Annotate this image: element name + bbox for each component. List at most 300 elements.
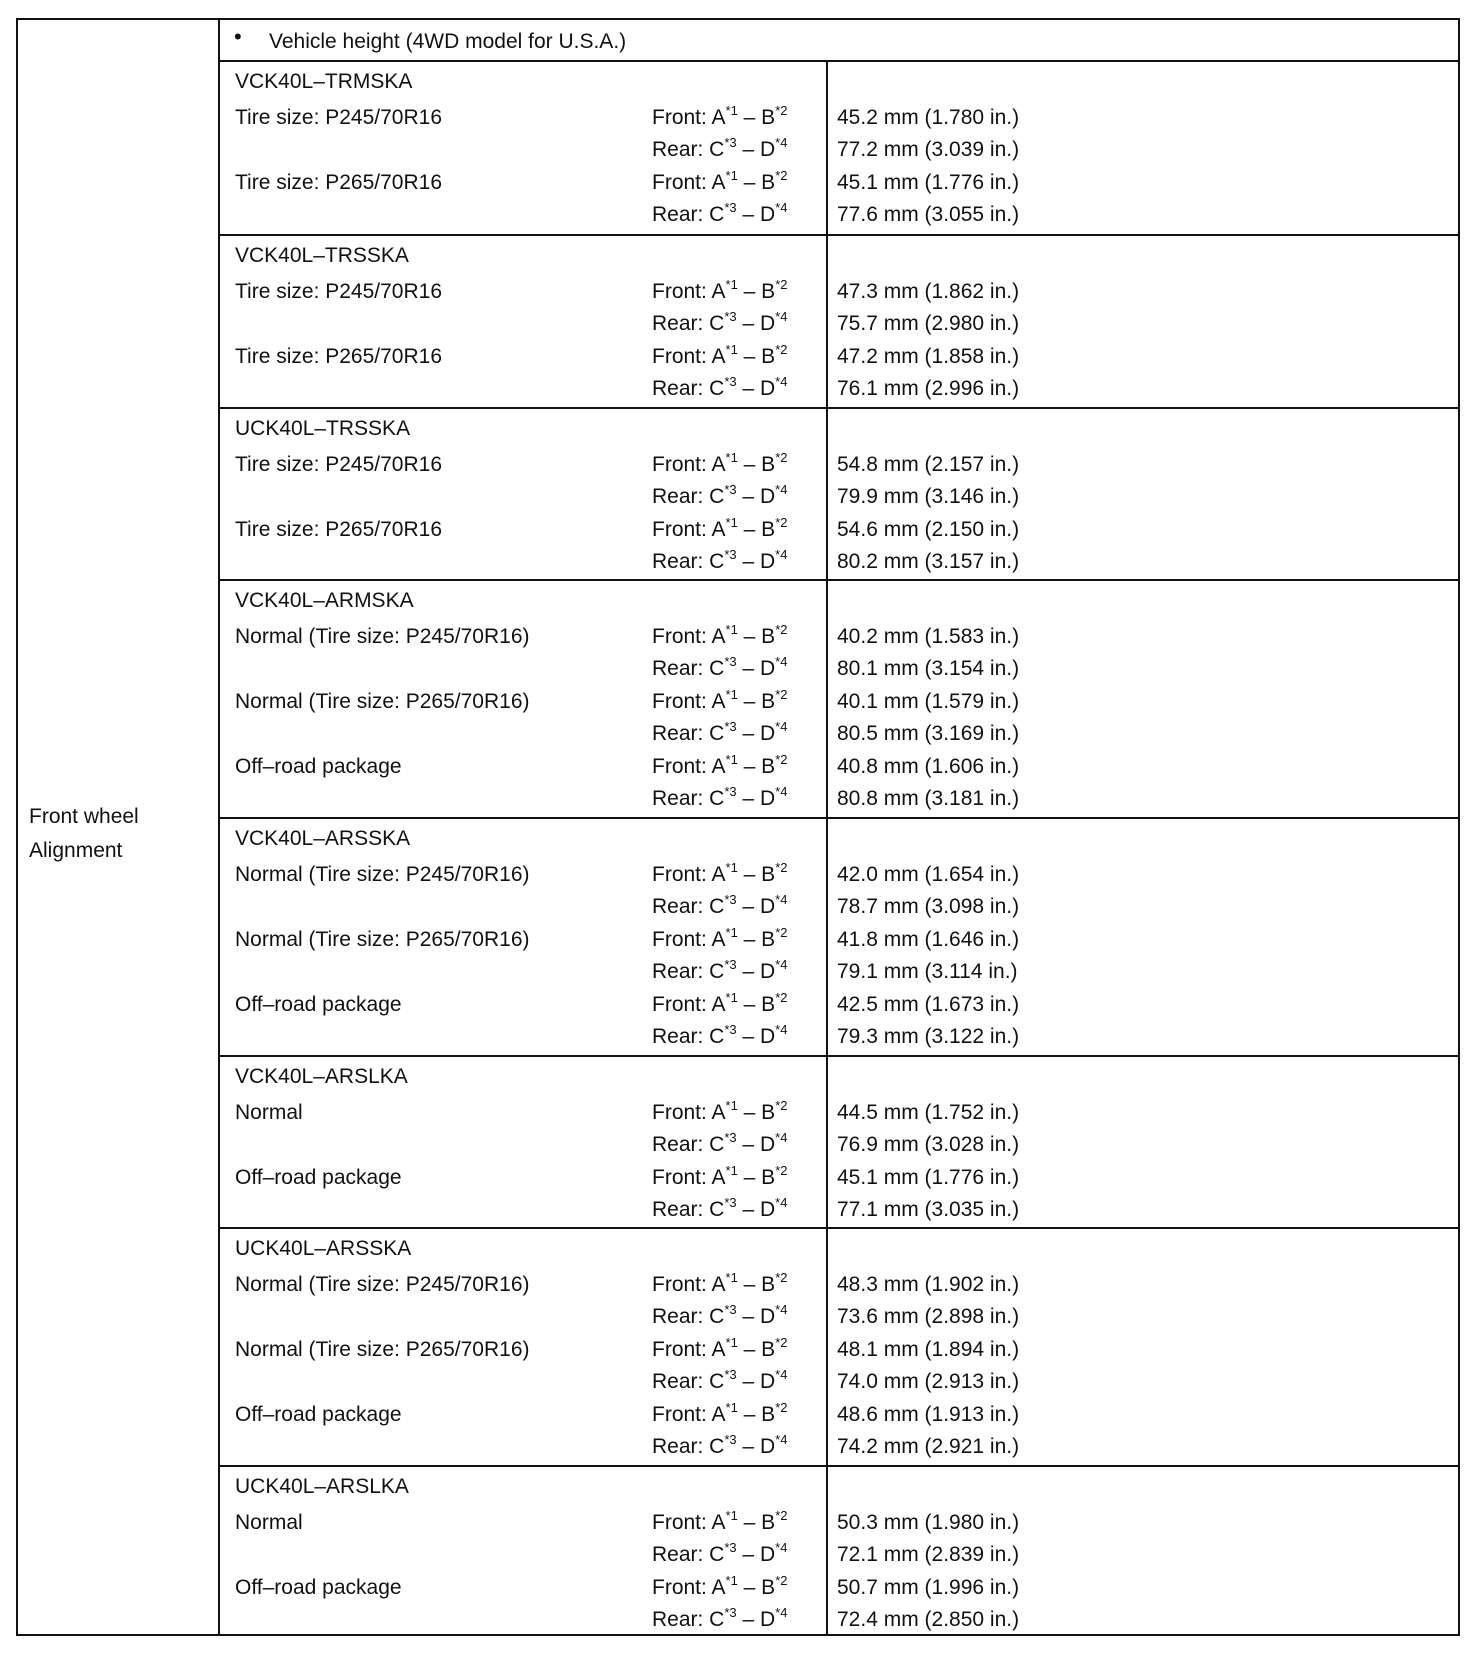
table-row <box>220 199 1458 231</box>
front-measure-label <box>652 751 788 779</box>
height-value: 79.1 mm (3.114 in.) <box>837 960 1018 984</box>
row-label: Off–road package <box>235 1165 402 1189</box>
front-measure-label <box>652 1098 788 1125</box>
footnote-mark: *1 <box>725 514 738 530</box>
height-value: 74.0 mm (2.913 in.) <box>837 1370 1020 1394</box>
measure-prefix: Front: A <box>652 863 726 886</box>
height-value: 77.6 mm (3.055 in.) <box>837 203 1020 227</box>
model-code: UCK40L–ARSLKA <box>235 1475 409 1498</box>
row-label: Normal (Tire size: P265/70R16) <box>235 689 530 713</box>
height-value: 47.2 mm (1.858 in.) <box>837 344 1020 368</box>
table-row <box>220 1431 1458 1463</box>
model-code: VCK40L–ARSLKA <box>235 1065 408 1088</box>
table-row <box>220 1097 1458 1129</box>
front-measure-label <box>652 989 788 1017</box>
footnote-mark: *1 <box>725 167 738 183</box>
measure-mid: – B <box>737 517 776 541</box>
vehicle-group <box>220 1229 1458 1467</box>
front-measure-label <box>652 1270 788 1297</box>
table-row <box>220 449 1458 481</box>
footnote-mark: *4 <box>775 482 788 498</box>
measure-prefix: Front: A <box>652 1165 726 1189</box>
front-measure-label <box>652 860 788 887</box>
rear-measure-label <box>652 200 788 227</box>
footnote-mark: *4 <box>775 784 788 799</box>
table-row <box>220 653 1458 685</box>
vehicle-group <box>220 236 1458 409</box>
measure-mid: – D <box>736 1370 776 1394</box>
footnote-mark: *3 <box>724 547 737 563</box>
header-row <box>220 20 1458 62</box>
measure-mid: – B <box>737 453 776 476</box>
footnote-mark: *4 <box>775 1367 788 1383</box>
measure-prefix: Rear: C <box>652 1543 725 1567</box>
measure-prefix: Front: A <box>652 1273 726 1296</box>
footnote-mark: *1 <box>725 277 738 292</box>
measure-prefix: Front: A <box>652 992 726 1016</box>
measure-prefix: Rear: C <box>652 312 725 336</box>
measure-prefix: Rear: C <box>652 1608 725 1632</box>
measure-mid: – B <box>737 1101 776 1124</box>
front-measure-label <box>652 341 788 369</box>
footnote-mark: *1 <box>725 1508 738 1523</box>
height-value: 48.1 mm (1.894 in.) <box>837 1337 1020 1361</box>
front-measure-label <box>652 514 788 542</box>
footnote-mark: *2 <box>775 686 788 702</box>
measure-prefix: Front: A <box>652 927 726 951</box>
measure-prefix: Rear: C <box>652 377 725 401</box>
model-code: VCK40L–ARSSKA <box>235 827 411 850</box>
footnote-mark: *2 <box>775 514 788 530</box>
measure-mid: – B <box>737 625 776 648</box>
header-title: Vehicle height (4WD model for U.S.A.) <box>269 30 627 53</box>
footnote-mark: *3 <box>724 1022 737 1037</box>
front-measure-label <box>652 1334 788 1362</box>
footnote-mark: *4 <box>775 719 788 735</box>
rear-measure-label <box>652 1432 788 1459</box>
height-value: 42.0 mm (1.654 in.) <box>837 863 1020 886</box>
row-label: Normal (Tire size: P265/70R16) <box>235 1337 530 1361</box>
rear-measure-label <box>652 1195 788 1222</box>
table-row <box>220 134 1458 166</box>
row-label: Normal (Tire size: P245/70R16) <box>235 1273 530 1296</box>
height-value: 54.6 mm (2.150 in.) <box>837 517 1020 541</box>
footnote-mark: *4 <box>775 957 788 973</box>
measure-mid: – B <box>737 1273 776 1296</box>
model-code: UCK40L–TRSSKA <box>235 417 411 440</box>
row-label: Normal (Tire size: P245/70R16) <box>235 863 530 886</box>
table-row <box>220 859 1458 891</box>
footnote-mark: *4 <box>775 1302 788 1318</box>
footnote-mark: *2 <box>775 167 788 183</box>
measure-mid: – D <box>736 485 776 509</box>
rear-measure-label <box>652 374 788 401</box>
table-row <box>220 1572 1458 1604</box>
rear-measure-label <box>652 547 788 574</box>
front-measure-label <box>652 167 788 195</box>
vehicle-group <box>220 1467 1458 1636</box>
front-measure-label <box>652 1508 788 1535</box>
footnote-mark: *1 <box>725 1098 738 1113</box>
measure-prefix: Rear: C <box>652 485 725 509</box>
front-measure-label <box>652 277 788 304</box>
footnote-mark: *3 <box>724 200 737 216</box>
footnote-mark: *2 <box>775 1508 788 1523</box>
front-measure-label <box>652 103 788 130</box>
height-value: 80.5 mm (3.169 in.) <box>837 722 1020 746</box>
measure-prefix: Rear: C <box>652 960 725 984</box>
rear-measure-label <box>652 482 788 509</box>
height-value: 79.3 mm (3.122 in.) <box>837 1025 1020 1048</box>
measure-prefix: Front: A <box>652 280 726 303</box>
measure-prefix: Front: A <box>652 453 726 476</box>
row-label: Normal (Tire size: P265/70R16) <box>235 927 530 951</box>
height-value: 47.3 mm (1.862 in.) <box>837 280 1020 303</box>
vehicle-group <box>220 819 1458 1057</box>
model-code: VCK40L–ARMSKA <box>235 589 414 612</box>
row-label: Tire size: P245/70R16 <box>235 280 442 303</box>
measure-mid: – D <box>736 960 776 984</box>
measure-mid: – B <box>737 170 776 194</box>
bullet-icon: • <box>234 24 242 49</box>
front-measure-label <box>652 1162 788 1190</box>
measure-prefix: Front: A <box>652 106 726 129</box>
footnote-mark: *4 <box>775 309 788 325</box>
footnote-mark: *2 <box>775 1270 788 1285</box>
rear-measure-label <box>652 135 788 162</box>
table-row <box>220 276 1458 308</box>
row-label: Off–road package <box>235 1575 402 1599</box>
vehicle-group <box>220 62 1458 236</box>
measure-prefix: Rear: C <box>652 1305 725 1329</box>
height-value: 40.8 mm (1.606 in.) <box>837 754 1020 778</box>
measure-prefix: Rear: C <box>652 895 725 919</box>
measure-mid: – D <box>736 203 776 227</box>
height-value: 77.1 mm (3.035 in.) <box>837 1198 1020 1222</box>
model-code: VCK40L–TRMSKA <box>235 70 413 93</box>
footnote-mark: *1 <box>725 989 738 1005</box>
footnote-mark: *3 <box>724 1130 737 1146</box>
height-value: 78.7 mm (3.098 in.) <box>837 895 1020 919</box>
row-label: Normal <box>235 1511 303 1534</box>
footnote-mark: *2 <box>775 1334 788 1350</box>
section-label <box>29 800 139 868</box>
measure-mid: – D <box>736 1435 776 1458</box>
footnote-mark: *3 <box>724 482 737 498</box>
footnote-mark: *3 <box>724 719 737 735</box>
footnote-mark: *1 <box>725 1572 738 1588</box>
footnote-mark: *1 <box>725 103 738 118</box>
rear-measure-label <box>652 892 788 919</box>
footnote-mark: *1 <box>725 450 738 465</box>
height-value: 42.5 mm (1.673 in.) <box>837 992 1020 1016</box>
footnote-mark: *1 <box>725 751 738 767</box>
vehicle-group <box>220 581 1458 819</box>
footnote-mark: *2 <box>775 1572 788 1588</box>
table-row <box>220 891 1458 923</box>
measure-mid: – B <box>737 344 776 368</box>
model-code: UCK40L–ARSSKA <box>235 1237 412 1260</box>
footnote-mark: *1 <box>725 1399 738 1415</box>
height-value: 76.9 mm (3.028 in.) <box>837 1133 1020 1157</box>
front-measure-label <box>652 924 788 952</box>
rear-measure-label <box>652 1130 788 1157</box>
footnote-mark: *4 <box>775 1432 788 1447</box>
height-value: 76.1 mm (2.996 in.) <box>837 377 1020 401</box>
measure-mid: – B <box>737 992 776 1016</box>
row-label: Off–road package <box>235 1402 402 1426</box>
measure-prefix: Front: A <box>652 1337 726 1361</box>
section-label-line-2: Alignment <box>29 839 123 862</box>
vehicle-group <box>220 1057 1458 1229</box>
measure-prefix: Rear: C <box>652 1370 725 1394</box>
measure-prefix: Front: A <box>652 1402 726 1426</box>
height-value: 50.3 mm (1.980 in.) <box>837 1511 1020 1534</box>
table-row <box>220 686 1458 718</box>
measure-mid: – D <box>736 550 776 574</box>
footnote-mark: *2 <box>775 751 788 767</box>
measure-prefix: Front: A <box>652 754 726 778</box>
height-value: 40.2 mm (1.583 in.) <box>837 625 1020 648</box>
footnote-mark: *3 <box>724 1540 737 1556</box>
measure-prefix: Rear: C <box>652 203 725 227</box>
height-value: 72.4 mm (2.850 in.) <box>837 1608 1020 1632</box>
footnote-mark: *2 <box>775 860 788 875</box>
footnote-mark: *4 <box>775 1195 788 1211</box>
measure-prefix: Rear: C <box>652 1025 725 1048</box>
measure-mid: – B <box>737 1165 776 1189</box>
measure-mid: – B <box>737 1511 776 1534</box>
table-row <box>220 481 1458 513</box>
row-label: Off–road package <box>235 992 402 1016</box>
table-row <box>220 1507 1458 1539</box>
footnote-mark: *3 <box>724 654 737 670</box>
table-row <box>220 1269 1458 1301</box>
model-code: VCK40L–TRSSKA <box>235 244 409 267</box>
footnote-mark: *3 <box>724 1432 737 1447</box>
footnote-mark: *4 <box>775 547 788 563</box>
height-value: 45.1 mm (1.776 in.) <box>837 1165 1020 1189</box>
footnote-mark: *1 <box>725 686 738 702</box>
measure-prefix: Rear: C <box>652 722 725 746</box>
height-value: 73.6 mm (2.898 in.) <box>837 1305 1020 1329</box>
vehicle-group <box>220 409 1458 581</box>
front-measure-label <box>652 450 788 477</box>
footnote-mark: *1 <box>725 1162 738 1178</box>
measure-mid: – D <box>736 138 776 162</box>
height-value: 44.5 mm (1.752 in.) <box>837 1101 1020 1124</box>
height-value: 75.7 mm (2.980 in.) <box>837 312 1020 336</box>
measure-mid: – B <box>737 1337 776 1361</box>
table-row <box>220 514 1458 546</box>
height-value: 72.1 mm (2.839 in.) <box>837 1543 1020 1567</box>
measure-prefix: Front: A <box>652 170 726 194</box>
measure-mid: – D <box>736 722 776 746</box>
table-row <box>220 718 1458 750</box>
footnote-mark: *2 <box>775 1162 788 1178</box>
measure-mid: – B <box>737 280 776 303</box>
table-row <box>220 1334 1458 1366</box>
footnote-mark: *4 <box>775 1540 788 1556</box>
measure-prefix: Front: A <box>652 625 726 648</box>
footnote-mark: *4 <box>775 200 788 216</box>
rear-measure-label <box>652 1540 788 1567</box>
measure-mid: – B <box>737 927 776 951</box>
footnote-mark: *4 <box>775 1605 788 1621</box>
front-measure-label <box>652 622 788 649</box>
height-value: 40.1 mm (1.579 in.) <box>837 689 1020 713</box>
table-row <box>220 1301 1458 1333</box>
footnote-mark: *4 <box>775 1022 788 1037</box>
footnote-mark: *3 <box>724 1367 737 1383</box>
measure-mid: – B <box>737 863 776 886</box>
footnote-mark: *2 <box>775 450 788 465</box>
footnote-mark: *3 <box>724 309 737 325</box>
front-measure-label <box>652 686 788 714</box>
height-value: 45.1 mm (1.776 in.) <box>837 170 1020 194</box>
height-value: 77.2 mm (3.039 in.) <box>837 138 1020 162</box>
footnote-mark: *2 <box>775 924 788 940</box>
table-row <box>220 1129 1458 1161</box>
measure-mid: – D <box>736 377 776 401</box>
measure-mid: – D <box>736 895 776 919</box>
table-row <box>220 751 1458 783</box>
footnote-mark: *2 <box>775 103 788 118</box>
height-value: 79.9 mm (3.146 in.) <box>837 485 1020 509</box>
footnote-mark: *3 <box>724 1605 737 1621</box>
row-label: Normal <box>235 1101 303 1124</box>
rear-measure-label <box>652 1605 788 1632</box>
footnote-mark: *3 <box>724 892 737 908</box>
height-value: 45.2 mm (1.780 in.) <box>837 106 1020 129</box>
table-row <box>220 1399 1458 1431</box>
rear-measure-label <box>652 1022 788 1049</box>
footnote-mark: *1 <box>725 924 738 940</box>
rear-measure-label <box>652 1367 788 1394</box>
measure-mid: – D <box>736 312 776 336</box>
row-label: Normal (Tire size: P245/70R16) <box>235 625 530 648</box>
table-row <box>220 1539 1458 1571</box>
footnote-mark: *3 <box>724 374 737 390</box>
rear-measure-label <box>652 719 788 746</box>
measure-mid: – D <box>736 1543 776 1567</box>
footnote-mark: *1 <box>725 1334 738 1350</box>
footnote-mark: *1 <box>725 341 738 357</box>
measure-prefix: Front: A <box>652 689 726 713</box>
height-value: 80.1 mm (3.154 in.) <box>837 657 1020 681</box>
measure-mid: – B <box>737 1402 776 1426</box>
measure-prefix: Rear: C <box>652 787 725 810</box>
row-label: Tire size: P265/70R16 <box>235 517 442 541</box>
row-label: Tire size: P265/70R16 <box>235 170 442 194</box>
table-row <box>220 546 1458 578</box>
height-value: 80.2 mm (3.157 in.) <box>837 550 1020 574</box>
front-measure-label <box>652 1572 788 1600</box>
measure-mid: – B <box>737 754 776 778</box>
footnote-mark: *3 <box>724 957 737 973</box>
footnote-mark: *4 <box>775 1130 788 1146</box>
height-value: 41.8 mm (1.646 in.) <box>837 927 1020 951</box>
measure-prefix: Rear: C <box>652 138 725 162</box>
table-row <box>220 1604 1458 1636</box>
footnote-mark: *3 <box>724 1195 737 1211</box>
table-row <box>220 956 1458 988</box>
footnote-mark: *1 <box>725 1270 738 1285</box>
height-value: 54.8 mm (2.157 in.) <box>837 453 1020 476</box>
row-label: Tire size: P265/70R16 <box>235 344 442 368</box>
table-row <box>220 924 1458 956</box>
height-value: 48.3 mm (1.902 in.) <box>837 1273 1020 1296</box>
height-value: 80.8 mm (3.181 in.) <box>837 787 1020 810</box>
section-label-line-1: Front wheel <box>29 805 139 828</box>
table-row <box>220 1021 1458 1053</box>
footnote-mark: *4 <box>775 654 788 670</box>
footnote-mark: *2 <box>775 277 788 292</box>
measure-mid: – D <box>736 1133 776 1157</box>
height-value: 74.2 mm (2.921 in.) <box>837 1435 1020 1458</box>
rear-measure-label <box>652 654 788 681</box>
measure-prefix: Front: A <box>652 1511 726 1534</box>
measure-mid: – D <box>736 657 776 681</box>
footnote-mark: *2 <box>775 989 788 1005</box>
table-row <box>220 621 1458 653</box>
table-row <box>220 989 1458 1021</box>
footnote-mark: *2 <box>775 1399 788 1415</box>
measure-prefix: Front: A <box>652 344 726 368</box>
rear-measure-label <box>652 784 788 811</box>
measure-prefix: Front: A <box>652 1575 726 1599</box>
measure-mid: – B <box>737 689 776 713</box>
footnote-mark: *2 <box>775 341 788 357</box>
height-value: 50.7 mm (1.996 in.) <box>837 1575 1020 1599</box>
row-label: Tire size: P245/70R16 <box>235 106 442 129</box>
front-measure-label <box>652 1399 788 1427</box>
footnote-mark: *2 <box>775 1098 788 1113</box>
rear-measure-label <box>652 309 788 336</box>
footnote-mark: *2 <box>775 622 788 637</box>
measure-prefix: Rear: C <box>652 1198 725 1222</box>
footnote-mark: *4 <box>775 135 788 151</box>
measure-prefix: Rear: C <box>652 550 725 574</box>
table-row <box>220 102 1458 134</box>
footnote-mark: *3 <box>724 1302 737 1318</box>
measure-mid: – D <box>736 1608 776 1632</box>
table-row <box>220 1366 1458 1398</box>
footnote-mark: *1 <box>725 860 738 875</box>
row-label: Tire size: P245/70R16 <box>235 453 442 476</box>
table-row <box>220 167 1458 199</box>
measure-prefix: Front: A <box>652 517 726 541</box>
measure-mid: – D <box>736 787 776 810</box>
table-row <box>220 373 1458 405</box>
table-row <box>220 783 1458 815</box>
measure-mid: – B <box>737 1575 776 1599</box>
measure-mid: – D <box>736 1305 776 1329</box>
rear-measure-label <box>652 1302 788 1329</box>
row-label: Off–road package <box>235 754 402 778</box>
footnote-mark: *3 <box>724 784 737 799</box>
footnote-mark: *1 <box>725 622 738 637</box>
table-row <box>220 1194 1458 1226</box>
measure-prefix: Rear: C <box>652 657 725 681</box>
footnote-mark: *4 <box>775 374 788 390</box>
rear-measure-label <box>652 957 788 984</box>
measure-prefix: Rear: C <box>652 1133 725 1157</box>
footnote-mark: *3 <box>724 135 737 151</box>
footnote-mark: *4 <box>775 892 788 908</box>
table-row <box>220 1162 1458 1194</box>
height-value: 48.6 mm (1.913 in.) <box>837 1402 1020 1426</box>
